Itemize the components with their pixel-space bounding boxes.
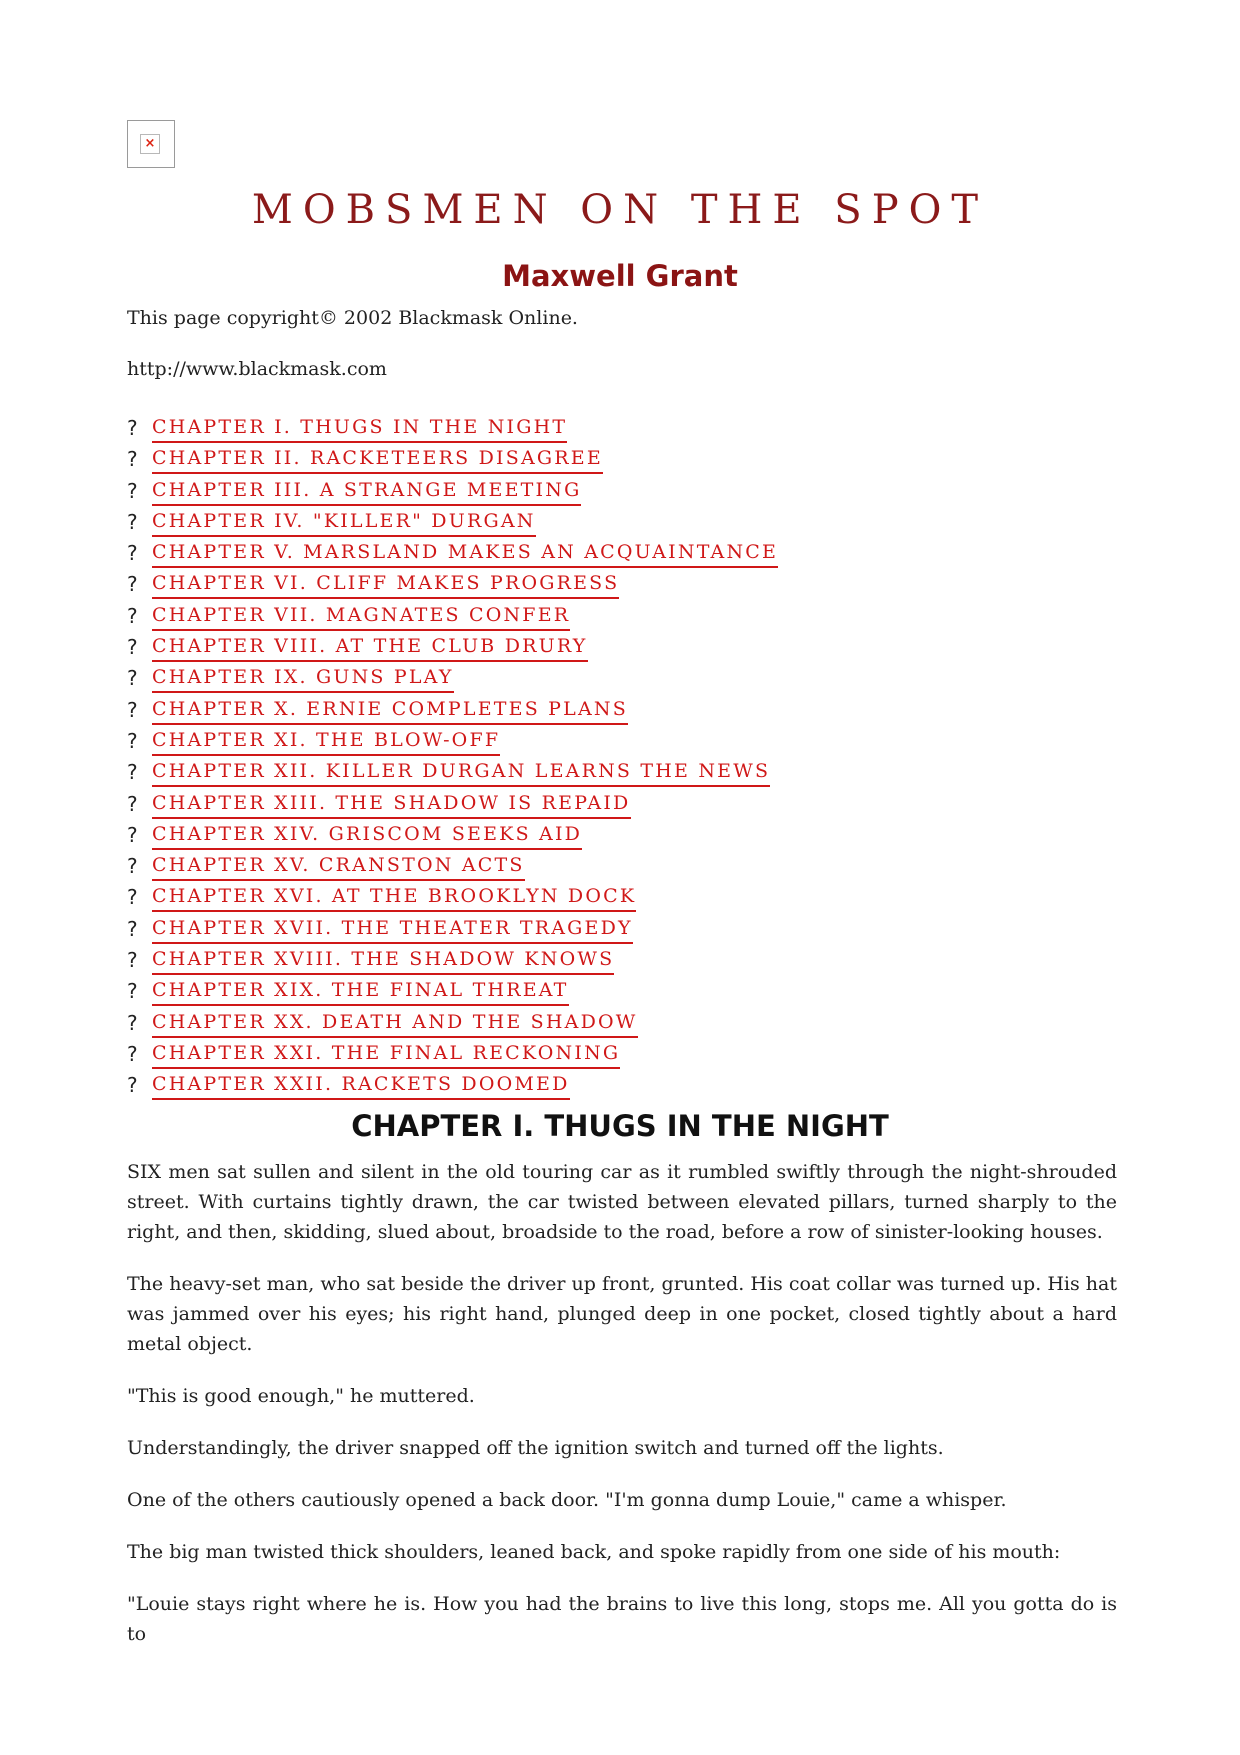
toc-link[interactable]: CHAPTER XIII. THE SHADOW IS REPAID xyxy=(152,790,631,819)
copyright-notice: This page copyright© 2002 Blackmask Online. xyxy=(127,307,578,329)
toc-bullet: ? xyxy=(127,478,138,503)
chapter-heading: CHAPTER I. THUGS IN THE NIGHT xyxy=(351,1109,889,1143)
toc-item xyxy=(127,1009,778,1040)
toc-bullet: ? xyxy=(127,854,138,879)
toc-item xyxy=(127,883,778,914)
toc-item xyxy=(127,946,778,977)
website-url: http://www.blackmask.com xyxy=(127,358,387,380)
paragraph: The heavy-set man, who sat beside the driver up front, grunted. His coat collar was turned up. His hat was jammed over his eyes; his right hand, plunged deep in one pocket, closed tightly about a hard metal object. xyxy=(127,1273,1117,1355)
toc-item xyxy=(127,821,778,852)
toc-link[interactable]: CHAPTER VII. MAGNATES CONFER xyxy=(152,602,570,631)
toc-link[interactable]: CHAPTER XXII. RACKETS DOOMED xyxy=(152,1071,570,1100)
broken-image-glyph: × xyxy=(140,134,160,154)
toc-bullet: ? xyxy=(127,822,138,847)
toc-bullet: ? xyxy=(127,447,138,472)
broken-image-icon xyxy=(127,120,175,168)
toc-bullet: ? xyxy=(127,728,138,753)
toc-item xyxy=(127,570,778,601)
toc-item xyxy=(127,477,778,508)
toc-link[interactable]: CHAPTER XX. DEATH AND THE SHADOW xyxy=(152,1009,638,1038)
paragraph: One of the others cautiously opened a back door. "I'm gonna dump Louie," came a whisper. xyxy=(127,1489,1007,1511)
toc-item xyxy=(127,539,778,570)
toc-item xyxy=(127,915,778,946)
toc-link[interactable]: CHAPTER XXI. THE FINAL RECKONING xyxy=(152,1040,620,1069)
toc-bullet: ? xyxy=(127,760,138,785)
paragraph: The big man twisted thick shoulders, leaned back, and spoke rapidly from one side of his mouth: xyxy=(127,1541,1061,1563)
toc-bullet: ? xyxy=(127,509,138,534)
toc-link[interactable]: CHAPTER IV. "KILLER" DURGAN xyxy=(152,508,536,537)
toc-link[interactable]: CHAPTER IX. GUNS PLAY xyxy=(152,664,454,693)
toc-link[interactable]: CHAPTER XIV. GRISCOM SEEKS AID xyxy=(152,821,582,850)
toc-item xyxy=(127,445,778,476)
toc-link[interactable]: CHAPTER XI. THE BLOW-OFF xyxy=(152,727,500,756)
toc-bullet: ? xyxy=(127,1041,138,1066)
toc-link[interactable]: CHAPTER XVII. THE THEATER TRAGEDY xyxy=(152,915,633,944)
toc-bullet: ? xyxy=(127,885,138,910)
toc-bullet: ? xyxy=(127,1073,138,1098)
toc-item xyxy=(127,790,778,821)
toc-bullet: ? xyxy=(127,916,138,941)
toc-link[interactable]: CHAPTER XIX. THE FINAL THREAT xyxy=(152,977,569,1006)
author-name: Maxwell Grant xyxy=(502,259,738,293)
toc-item xyxy=(127,977,778,1008)
toc-item xyxy=(127,852,778,883)
toc-item xyxy=(127,758,778,789)
toc-link[interactable]: CHAPTER II. RACKETEERS DISAGREE xyxy=(152,445,603,474)
paragraph: "This is good enough," he muttered. xyxy=(127,1385,475,1407)
toc-item xyxy=(127,602,778,633)
toc-item xyxy=(127,664,778,695)
toc-link[interactable]: CHAPTER III. A STRANGE MEETING xyxy=(152,477,581,506)
toc-link[interactable]: CHAPTER XII. KILLER DURGAN LEARNS THE NEWS xyxy=(152,758,770,787)
toc-bullet: ? xyxy=(127,948,138,973)
toc-bullet: ? xyxy=(127,635,138,660)
paragraph: "Louie stays right where he is. How you had the brains to live this long, stops me. All you gotta do is to xyxy=(127,1593,1117,1645)
toc-bullet: ? xyxy=(127,541,138,566)
paragraph: Understandingly, the driver snapped off the ignition switch and turned off the lights. xyxy=(127,1437,944,1459)
toc-bullet: ? xyxy=(127,603,138,628)
toc-link[interactable]: CHAPTER XVI. AT THE BROOKLYN DOCK xyxy=(152,883,636,912)
toc-bullet: ? xyxy=(127,666,138,691)
toc-link[interactable]: CHAPTER XV. CRANSTON ACTS xyxy=(152,852,525,881)
toc-item xyxy=(127,1071,778,1102)
toc-bullet: ? xyxy=(127,1010,138,1035)
toc-link[interactable]: CHAPTER V. MARSLAND MAKES AN ACQUAINTANCE xyxy=(152,539,778,568)
toc-bullet: ? xyxy=(127,416,138,440)
toc-bullet: ? xyxy=(127,979,138,1004)
toc-item xyxy=(127,696,778,727)
toc-link[interactable]: CHAPTER XVIII. THE SHADOW KNOWS xyxy=(152,946,614,975)
toc-bullet: ? xyxy=(127,572,138,597)
toc-bullet: ? xyxy=(127,791,138,816)
toc-item xyxy=(127,508,778,539)
toc-item xyxy=(127,1040,778,1071)
toc-link[interactable]: CHAPTER VIII. AT THE CLUB DRURY xyxy=(152,633,588,662)
paragraph: SIX men sat sullen and silent in the old touring car as it rumbled swiftly through the night-shrouded street. With curtains tightly drawn, the car twisted between elevated pillars, turned sharply to the right, and then, skidding, slued about, broadside to the road, before a row of sinister-looking houses. xyxy=(127,1161,1117,1243)
toc-item xyxy=(127,633,778,664)
toc-link[interactable]: CHAPTER I. THUGS IN THE NIGHT xyxy=(152,414,567,443)
table-of-contents xyxy=(127,414,778,1103)
toc-bullet: ? xyxy=(127,697,138,722)
toc-item xyxy=(127,414,778,445)
toc-item xyxy=(127,727,778,758)
toc-link[interactable]: CHAPTER X. ERNIE COMPLETES PLANS xyxy=(152,696,628,725)
book-title: MOBSMEN ON THE SPOT xyxy=(251,187,989,233)
chapter-body xyxy=(127,1157,1117,1671)
toc-link[interactable]: CHAPTER VI. CLIFF MAKES PROGRESS xyxy=(152,570,619,599)
